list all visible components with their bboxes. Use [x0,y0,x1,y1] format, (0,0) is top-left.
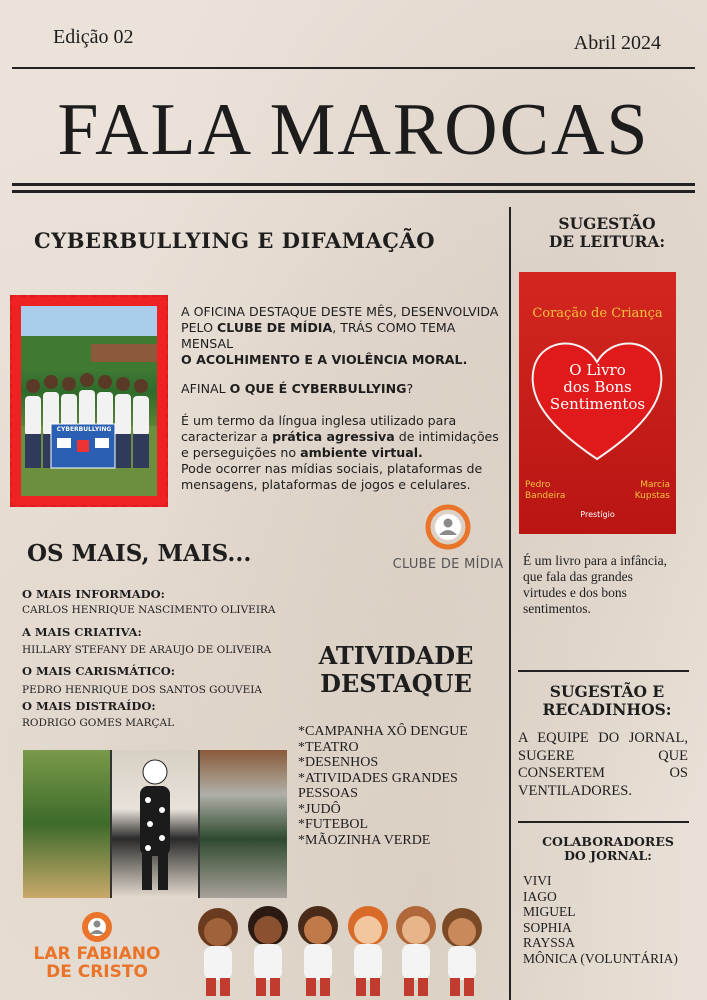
reading-title-line1: SUGESTÃO [558,214,656,233]
definition-text-2: de intimidações e perseguições no [181,429,499,460]
book-author-2 [635,480,670,502]
atividade-item: *JUDÔ [298,801,341,817]
author1-line1: Pedro [525,480,551,490]
lar-logo-line2: DE CRISTO [46,962,148,982]
collage-photo-3 [200,750,287,898]
book-title-line1: O Livro [569,361,626,379]
collage-photo-1 [23,750,110,898]
intro-text-2: , TRÁS COMO TEMA MENSAL [181,320,456,351]
atividade-item: *MÃOZINHA VERDE [298,832,431,848]
award-title-criativa: A MAIS CRIATIVA: [22,625,142,639]
reading-suggestion-title [526,215,688,251]
award-title-distraido: O MAIS DISTRAÍDO: [22,699,156,713]
colab-title-line2: DO JORNAL: [564,848,652,863]
book-publisher: Prestígio [580,510,615,519]
definition-bold-1: prática agressiva [272,429,395,444]
award-title-carismatico: O MAIS CARISMÁTICO: [22,664,176,678]
collaborator-name: RAYSSA [523,935,576,950]
book-description: É um livro para a infância, que fala das grandes virtudes e dos bons sentimentos. [523,553,667,616]
definition-bold-2: ambiente virtual. [300,445,423,460]
award-name-distraido: RODRIGO GOMES MARÇAL [22,717,175,729]
sidebar-rule-2 [518,821,689,823]
recados-title [521,683,693,719]
book-author-1 [525,480,565,502]
author1-line2: Bandeira [525,491,566,501]
clube-logo-text: CLUBE DE MÍDIA [392,557,504,572]
recados-text: A EQUIPE DO JORNAL, SUGERE QUE CONSERTEM OS VENTILADORES. [518,730,688,799]
intro-clube: CLUBE DE MÍDIA [217,320,333,335]
costume-figure-illustration [112,750,198,898]
activities-photo-collage [23,750,287,898]
group-photo-illustration [21,306,157,496]
question-prefix: AFINAL [181,381,230,396]
question-bold: O QUE É CYBERBULLYING [229,381,407,396]
atividade-item: PESSOAS [298,786,358,801]
definition-text-1: É um termo da língua inglesa utilizado para caracterizar a [181,413,457,444]
kids-illustration [188,900,488,1000]
clube-logo-icon [392,503,504,555]
lar-logo-icon [31,910,163,944]
collaborators-title [527,835,689,863]
author2-line1: Marcia [640,480,670,490]
collaborator-name: IAGO [523,888,557,904]
atividade-item: *DESENHOS [298,755,379,770]
atividade-item: *ATIVIDADES GRANDES [298,770,458,786]
header-rule-bottom-1 [12,183,695,186]
article-intro [181,304,501,368]
recados-title-line1: SUGESTÃO E [549,682,665,701]
atividade-title [298,642,494,698]
atividade-item: *CAMPANHA XÔ DENGUE [298,724,468,739]
recados-title-line2: RECADINHOS: [542,700,672,719]
collaborators-list [523,873,678,966]
collaborator-name: MIGUEL [523,904,576,919]
kids-cartoon-icon [188,900,488,1000]
masthead-title: FALA MAROCAS [57,89,650,171]
workshop-photo-image [21,306,157,496]
award-name-informado: CARLOS HENRIQUE NASCIMENTO OLIVEIRA [22,604,276,616]
intro-text-1: A OFICINA DESTAQUE DESTE MÊS, DESENVOLVIDA PELO [181,304,499,335]
article-definition [181,413,506,493]
lar-logo-text [31,945,163,981]
atividade-list [298,724,468,848]
lar-logo-line1: LAR FABIANO [33,944,161,964]
workshop-photo [10,295,168,507]
book-cover [519,272,676,534]
lar-fabiano-logo [31,910,163,982]
header-rule-bottom-2 [12,190,695,193]
book-title [527,362,668,413]
edition-label: Edição 02 [53,26,134,48]
reading-title-line2: DE LEITURA: [548,232,666,251]
collaborator-name: SOPHIA [523,919,572,935]
atividade-title-line2: DESTAQUE [320,669,472,698]
mais-title: OS MAIS, MAIS... [27,540,252,567]
atividade-item: *FUTEBOL [298,817,368,832]
book-title-line3: Sentimentos [549,395,646,413]
collaborator-name: MÔNICA (VOLUNTÁRIA) [523,950,678,966]
article-question [181,381,501,397]
header-rule-top [12,67,695,69]
book-series-title: Coração de Criança [532,306,663,321]
award-title-informado: O MAIS INFORMADO: [22,587,165,601]
question-suffix: ? [406,381,414,396]
atividade-title-line1: ATIVIDADE [318,641,474,670]
award-name-criativa: HILLARY STEFANY DE ARAUJO DE OLIVEIRA [22,644,272,656]
colab-title-line1: COLABORADORES [542,834,674,849]
book-title-line2: dos Bons [563,378,632,396]
intro-theme: O ACOLHIMENTO E A VIOLÊNCIA MORAL. [181,352,468,367]
clube-de-midia-logo [392,503,504,575]
collage-photo-2 [112,750,199,898]
award-name-carismatico: PEDRO HENRIQUE DOS SANTOS GOUVEIA [22,684,263,696]
atividade-item: *TEATRO [298,739,359,755]
sidebar-rule-1 [518,670,689,672]
collaborator-name: VIVI [523,873,552,888]
issue-date: Abril 2024 [573,32,661,54]
definition-text-3: Pode ocorrer nas mídias sociais, plataformas de mensagens, plataformas de jogos e celulares. [181,461,483,492]
poster-label: CYBERBULLYING [56,426,112,433]
article-headline: CYBERBULLYING E DIFAMAÇÃO [34,228,436,253]
author2-line2: Kupstas [634,491,670,501]
column-divider [509,207,511,1000]
